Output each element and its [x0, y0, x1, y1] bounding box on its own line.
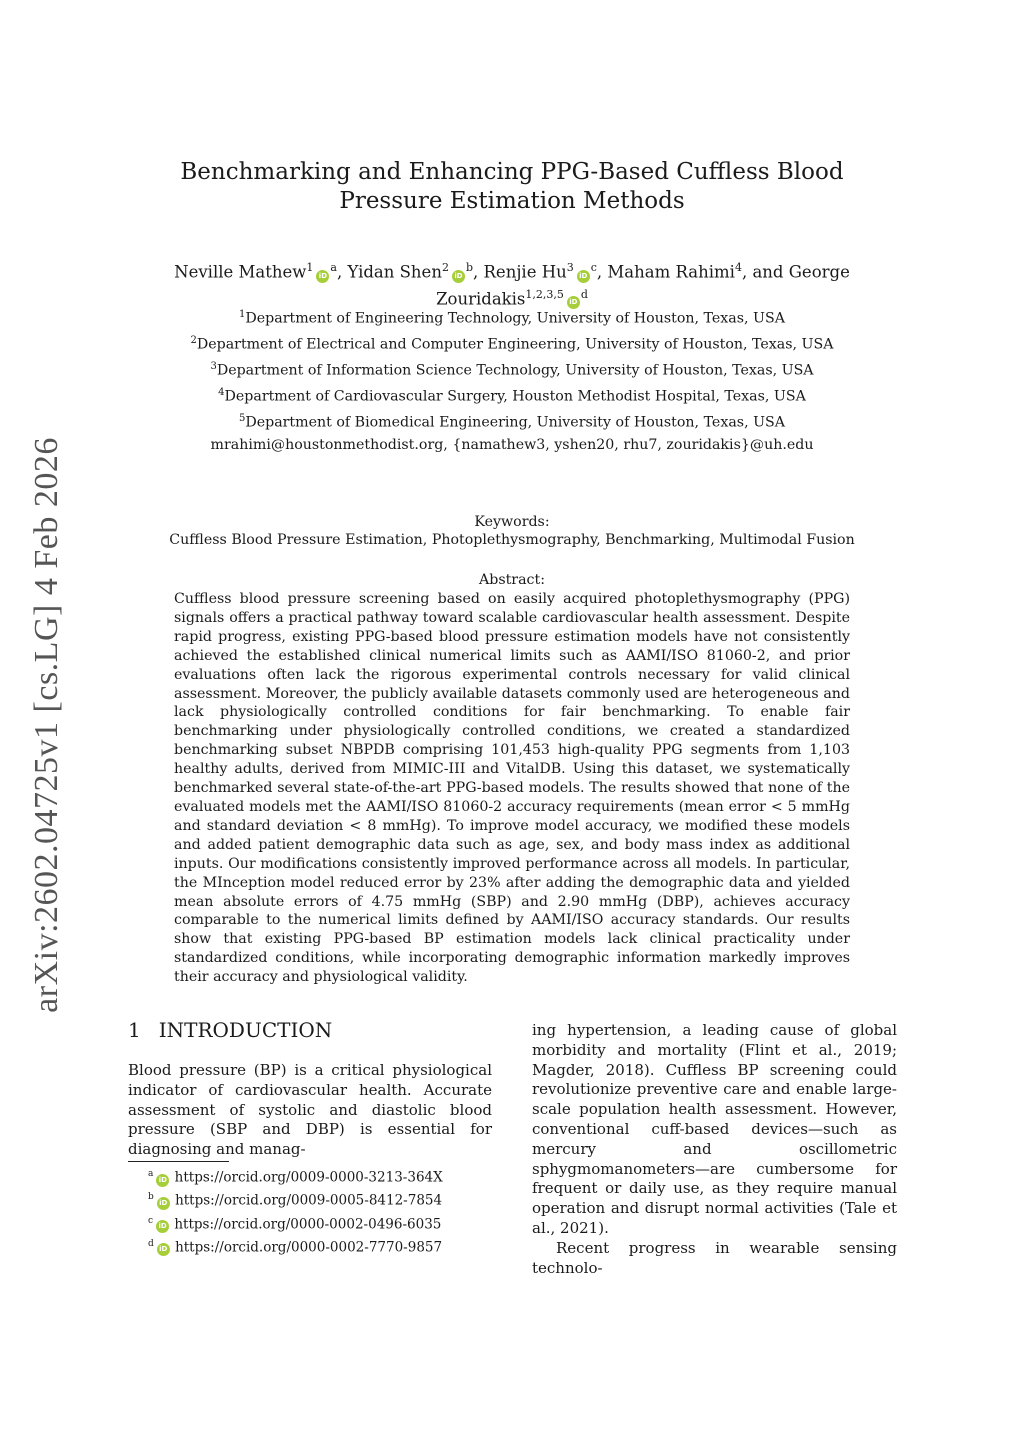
- affil-num: 1: [239, 309, 246, 320]
- affil-ref: 4: [734, 261, 742, 274]
- footnote: [148, 1212, 443, 1235]
- abstract-heading: Abstract:: [479, 572, 545, 588]
- footnote-mark: b: [148, 1192, 154, 1203]
- footnote-ref: c: [590, 261, 597, 274]
- intro-left-column: Blood pressure (BP) is a critical physiological indicator of cardiovascular health. Accurate assessment of systolic and diastolic blood pressure (SBP and DBP) is essential for diagnosing and manag-: [128, 1061, 492, 1159]
- orcid-link[interactable]: https://orcid.org/0009-0000-3213-364X: [174, 1169, 443, 1186]
- author-name: George Zouridakis: [436, 262, 850, 308]
- orcid-icon[interactable]: iD: [567, 296, 580, 309]
- footnote: [148, 1235, 443, 1258]
- orcid-icon: iD: [157, 1197, 170, 1210]
- affiliation: [130, 330, 894, 356]
- paragraph: ing hypertension, a leading cause of global morbidity and mortality (Flint et al., 2019; Magder, 2018). Cuffless BP screening could revolutionize preventive care and enable large-scale population health assessment. However, conventional cuff-based devices—such as mercury and oscillometric sphygmomanometers—are cumbersome for frequent or daily use, as they require manual operation and disrupt normal activities (Tale et al., 2021).: [532, 1021, 897, 1237]
- affil-ref: 1: [306, 261, 314, 274]
- author-name: Neville Mathew: [174, 262, 307, 282]
- footnote-mark: d: [148, 1238, 154, 1249]
- footnote-ref: b: [465, 261, 473, 274]
- orcid-icon[interactable]: iD: [452, 270, 465, 283]
- affil-ref: 1,2,3,5: [525, 287, 564, 301]
- orcid-icon: iD: [157, 1243, 170, 1256]
- affil-text: Department of Information Science Technology, University of Houston, Texas, USA: [216, 362, 814, 379]
- footnote: [148, 1165, 443, 1188]
- author-emails: mrahimi@houstonmethodist.org, {namathew3, yshen20, rhu7, zouridakis}@uh.edu: [210, 437, 814, 454]
- affil-num: 2: [190, 335, 197, 347]
- arxiv-identifier: arXiv:2602.04725v1 [cs.LG] 4 Feb 2026: [28, 437, 65, 1013]
- affil-num: 5: [238, 413, 246, 425]
- author-name: Renjie Hu: [483, 262, 567, 282]
- paper-title: Benchmarking and Enhancing PPG-Based Cuffless Blood Pressure Estimation Methods: [180, 159, 844, 214]
- author-name: Maham Rahimi: [607, 262, 735, 282]
- footnote-mark: a: [148, 1169, 154, 1179]
- affil-text: Department of Electrical and Computer Engineering, University of Houston, Texas, USA: [196, 336, 834, 353]
- orcid-icon: iD: [156, 1220, 169, 1233]
- orcid-icon[interactable]: iD: [316, 270, 329, 283]
- abstract-body: Cuffless blood pressure screening based on easily acquired photoplethysmography (PPG) signals offers a practical pathway toward scalable cardiovascular health assessment. Despite rapid progress, existing PPG-based blood pressure estimation models have not consistently achieved the established clinical numerical limits such as AAMI/ISO 81060-2, and prior evaluations often lack the rigorous experimental controls necessary for valid clinical assessment. Moreover, the publicly available datasets commonly used are heterogeneous and lack physiologically controlled conditions for fair benchmarking. To enable fair benchmarking under physiologically controlled conditions, we created a standardized benchmarking subset NBPDB comprising 101,453 high-quality PPG segments from 1,103 healthy adults, derived from MIMIC-III and VitalDB. Using this dataset, we systematically benchmarked several state-of-the-art PPG-based models. The results showed that none of the evaluated models met the AAMI/ISO 81060-2 accuracy requirements (mean error < 5 mmHg and standard deviation < 8 mmHg). To improve model accuracy, we modified these models and added patient demographic data such as age, sex, and body mass index as additional inputs. Our modifications consistently improved performance across all models. In particular, the MInception model reduced error by 23% after adding the demographic data and yielded mean absolute errors of 4.75 mmHg (SBP) and 2.90 mmHg (DBP), achieves accuracy comparable to the numerical limits defined by AAMI/ISO accuracy standards. Our results show that existing PPG-based BP estimation models lack clinical practicality under standardized conditions, while incorporating demographic information markedly improves their accuracy and physiological validity.: [174, 591, 850, 986]
- footnote-mark: c: [148, 1215, 154, 1226]
- author-conjunction: and: [752, 262, 784, 282]
- footnote-divider: [128, 1161, 229, 1162]
- section-title: INTRODUCTION: [158, 1018, 333, 1042]
- affil-num: 3: [210, 361, 217, 373]
- orcid-link[interactable]: https://orcid.org/0000-0002-7770-9857: [175, 1239, 443, 1256]
- footnote-ref: a: [330, 261, 337, 274]
- keywords-list: Cuffless Blood Pressure Estimation, Photoplethysmography, Benchmarking, Multimodal Fusion: [169, 532, 855, 548]
- affiliation-list: [130, 304, 894, 456]
- intro-right-column: [532, 1021, 897, 1278]
- affiliation: [130, 304, 894, 330]
- affil-text: Department of Biomedical Engineering, University of Houston, Texas, USA: [245, 414, 786, 431]
- footnote: [148, 1188, 443, 1211]
- section-heading: [128, 1018, 332, 1042]
- affil-text: Department of Cardiovascular Surgery, Houston Methodist Hospital, Texas, USA: [224, 388, 806, 405]
- affil-num: 4: [218, 387, 225, 399]
- orcid-link[interactable]: https://orcid.org/0000-0002-0496-6035: [174, 1216, 442, 1233]
- affiliation: [130, 382, 894, 408]
- orcid-link[interactable]: https://orcid.org/0009-0005-8412-7854: [175, 1192, 443, 1209]
- affil-ref: 3: [566, 261, 574, 274]
- orcid-icon[interactable]: iD: [577, 270, 590, 283]
- affil-text: Department of Engineering Technology, University of Houston, Texas, USA: [245, 310, 785, 327]
- footnote-ref: d: [580, 287, 588, 301]
- keywords-heading: Keywords:: [474, 514, 550, 530]
- author-list: Neville $Mathew^1iD^a$, Yidan $Shen^2iD^b$, Renjie $Hu^3iD^c$, Maham Rahimi$^4$, and George $Zouridakis^{1,2,3,5}iD^d$: [174, 261, 850, 308]
- affiliation: [130, 356, 894, 382]
- affil-ref: 2: [441, 261, 449, 274]
- section-number: 1: [128, 1018, 141, 1042]
- author-name: Yidan Shen: [347, 262, 442, 282]
- affiliation: [130, 408, 894, 434]
- orcid-icon: iD: [156, 1174, 169, 1187]
- paragraph: Recent progress in wearable sensing technolo-: [532, 1238, 897, 1277]
- arxiv-sidebar-stamp: [22, 430, 72, 1020]
- footnote-list: [148, 1165, 443, 1258]
